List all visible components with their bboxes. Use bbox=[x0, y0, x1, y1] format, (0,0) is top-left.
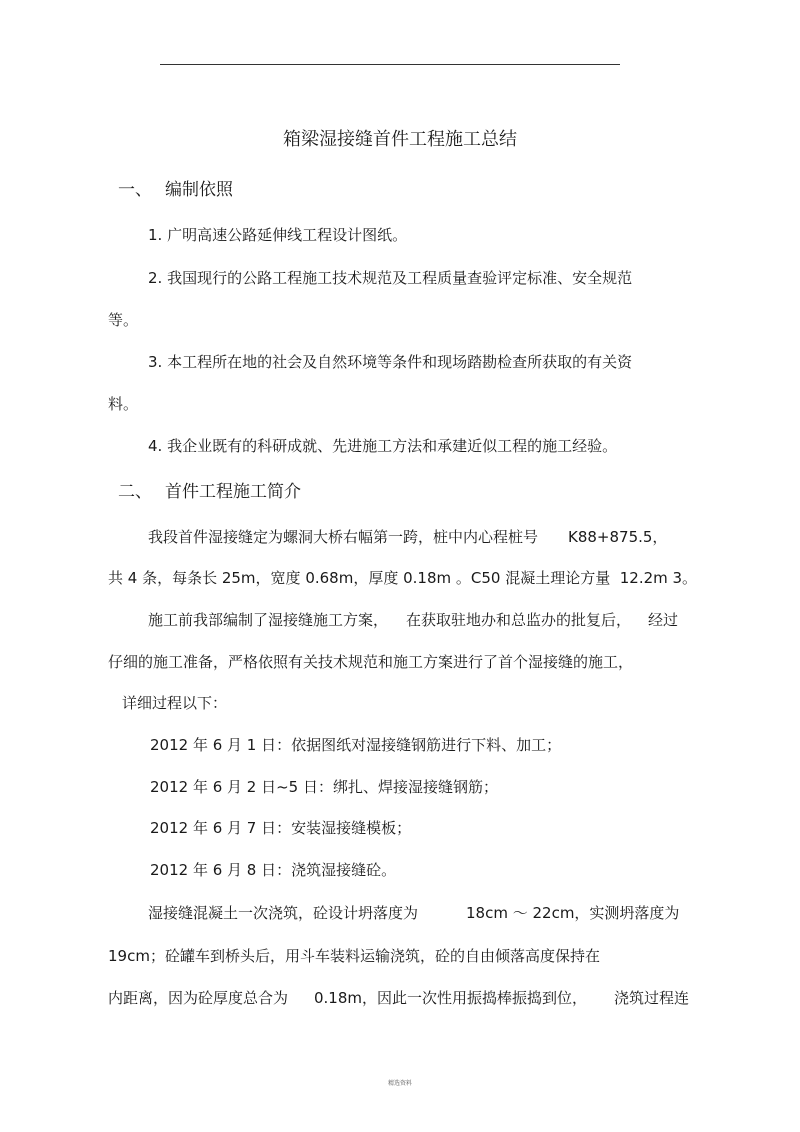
intro-p2-line3: 详细过程以下： bbox=[122, 694, 228, 712]
intro-p2-b: 在获取驻地办和总监办的批复后， bbox=[406, 611, 632, 629]
basis-item-4: 4. 我企业既有的科研成就、先进施工方法和承建近似工程的施工经验。 bbox=[148, 437, 618, 455]
schedule-item-1: 2012 年 6 月 1 日：依据图纸对湿接缝钢筋进行下料、加工； bbox=[150, 736, 562, 754]
intro-p2-a: 施工前我部编制了湿接缝施工方案， bbox=[148, 611, 389, 629]
concrete-p3-e: 浇筑过程连 bbox=[614, 989, 690, 1007]
schedule-item-2: 2012 年 6 月 2 日~5 日：绑扎、焊接湿接缝钢筋； bbox=[150, 778, 498, 796]
concrete-p3-line2: 19cm；砼罐车到桥头后，用斗车装料运输浇筑，砼的自由倾落高度保持在 bbox=[108, 947, 600, 965]
document-title: 箱梁湿接缝首件工程施工总结 bbox=[283, 129, 517, 150]
intro-p2-c: 经过 bbox=[648, 611, 679, 629]
section1-heading: 编制依照 bbox=[165, 180, 233, 200]
intro-p2-line2: 仔细的施工准备，严格依照有关技术规范和施工方案进行了首个湿接缝的施工， bbox=[108, 653, 634, 671]
basis-item-2: 2. 我国现行的公路工程施工技术规范及工程质量查验评定标准、安全规范 bbox=[148, 269, 633, 287]
concrete-p3-d: 0.18m，因此一次性用振捣棒振捣到位， bbox=[314, 989, 588, 1007]
schedule-item-3: 2012 年 6 月 7 日：安装湿接缝模板； bbox=[150, 819, 412, 837]
schedule-item-4: 2012 年 6 月 8 日：浇筑湿接缝砼。 bbox=[150, 861, 397, 879]
concrete-p3-a: 湿接缝混凝土一次浇筑，砼设计坍落度为 bbox=[148, 904, 419, 922]
section1-number: 一、 bbox=[118, 180, 152, 200]
concrete-p3-c: 内距离，因为砼厚度总合为 bbox=[108, 989, 289, 1007]
intro-p1-line2: 共 4 条，每条长 25m，宽度 0.68m，厚度 0.18m 。C50 混凝土理论方量 12.2m 3。 bbox=[108, 569, 698, 587]
section2-number: 二、 bbox=[118, 482, 152, 502]
header-rule bbox=[160, 64, 620, 65]
intro-p1-a: 我段首件湿接缝定为螺洞大桥右幅第一跨，桩中内心程桩号 bbox=[148, 528, 539, 546]
basis-item-1: 1. 广明高速公路延伸线工程设计图纸。 bbox=[148, 226, 408, 244]
page-footer: 精选资料 bbox=[387, 1080, 412, 1087]
concrete-p3-b: 18cm ～ 22cm，实测坍落度为 bbox=[466, 904, 680, 922]
intro-p1-b: K88+875.5， bbox=[568, 528, 668, 546]
basis-item-3: 3. 本工程所在地的社会及自然环境等条件和现场踏勘检查所获取的有关资 bbox=[148, 353, 633, 371]
basis-item-3-cont: 料。 bbox=[108, 395, 139, 413]
basis-item-2-cont: 等。 bbox=[108, 311, 139, 329]
section2-heading: 首件工程施工简介 bbox=[165, 482, 301, 502]
